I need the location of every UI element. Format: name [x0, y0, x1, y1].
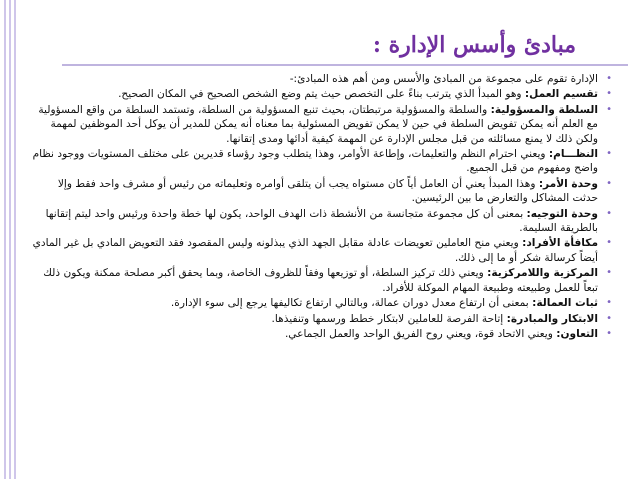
title-underline — [62, 64, 628, 66]
bullet-icon: • — [606, 297, 612, 309]
list-item — [30, 87, 612, 101]
border-stripe — [4, 0, 6, 479]
border-stripe — [14, 0, 16, 479]
item-text: ويعني الاتحاد قوة، ويعني روح الفريق الواحد والعمل الجماعي. — [284, 327, 557, 340]
slide-left-border — [0, 0, 22, 479]
bullet-icon: • — [606, 88, 612, 100]
item-term: وحدة الأمر: — [538, 177, 598, 190]
item-term: الابتكار والمبادرة: — [506, 312, 598, 325]
bullet-icon: • — [606, 103, 612, 115]
bullet-icon: • — [606, 312, 612, 324]
bullet-icon: • — [606, 73, 612, 84]
list-item — [30, 266, 612, 295]
item-term: تقسيم العمل: — [524, 88, 598, 101]
item-text: وهذا المبدأ يعني أن العامل أياً كان مستواه يجب أن يتلقى أوامره وتعليماته من رئيس أو مشرف واحد فقط وإلا حدثت المشاكل والتعارض ما بين الرئيسين. — [57, 177, 598, 205]
item-text: ويعني احترام النظم والتعليمات، وإطاعة الأوامر، وهذا يتطلب وجود رؤساء قديرين على مختلف المستويات ووجود نظام واضح ومفهوم من قبل الجميع. — [32, 148, 598, 175]
item-term: وحدة التوجيه: — [526, 207, 598, 220]
list-item — [30, 236, 612, 265]
item-text: إتاحة الفرصة للعاملين لابتكار خطط ورسمها وتنفيذها. — [271, 312, 507, 325]
slide — [22, 0, 638, 479]
list-item — [30, 312, 612, 326]
item-term: مكافأة الأفراد: — [522, 237, 598, 250]
item-text: ويعني ذلك تركيز السلطة، أو توزيعها وفقاً للظروف الخاصة، وبما يحقق أكبر مصلحة ممكنة ويكون ذلك تبعاً للعمل وطبيعته وطبيعة المهام الموكلة للأفراد. — [43, 267, 598, 294]
border-stripe — [9, 0, 11, 479]
list-item — [30, 103, 612, 146]
list-item — [30, 72, 612, 86]
item-text: بمعنى أن كل مجموعة متجانسة من الأنشطة ذات الهدف الواحد، يكون لها خطة واحدة ورئيس واحد ليتم إتقانها بالطريقة السليمة. — [45, 207, 598, 235]
list-item — [30, 296, 612, 310]
bullet-list — [30, 72, 612, 342]
item-text: والسلطة والمسؤولية مرتبطتان، بحيث تنبع المسؤولية من السلطة، وتستمد السلطة من واقع المسؤولية مع العلم أنه يمكن تفويض السلطة في حين لا يمكن تفويض المسئولية بما معناه أنه يمكن للمدير أن يوكل أحد الموظفين لمهمة ولكن ذلك لا يمنع مسائلته من قبل مجلس الإدارة عن المهمة كيفية أدائها ومدى إتقانها. — [38, 103, 598, 145]
item-term: السلطة والمسؤولية: — [490, 103, 598, 116]
list-item — [30, 327, 612, 341]
item-term: النظـــام: — [548, 148, 598, 161]
list-item — [30, 147, 612, 176]
bullet-icon: • — [606, 237, 612, 249]
slide-title: مبادئ وأسس الإدارة : — [372, 32, 576, 58]
bullet-icon: • — [606, 207, 612, 219]
item-text: بمعنى أن ارتفاع معدل دوران عمالة، وبالتالي ارتفاع تكاليفها يرجع إلى سوء الإدارة. — [170, 297, 533, 310]
item-text: ويعني منح العاملين تعويضات عادلة مقابل الجهد الذي يبذلونه وليس المقصود فقد التعويض المادي بل غير المادي أيضاً كرسالة شكر أو ما إلى ذلك. — [32, 237, 598, 264]
bullet-icon: • — [606, 148, 612, 160]
item-term: التعاون: — [556, 327, 598, 340]
item-text: الإدارة تقوم على مجموعة من المبادئ والأسس ومن أهم هذه المبادئ:- — [289, 73, 598, 85]
bullet-icon: • — [606, 267, 612, 279]
bullet-icon: • — [606, 177, 612, 189]
list-item — [30, 207, 612, 236]
bullet-icon: • — [606, 327, 612, 339]
item-term: المركزية واللامركزية: — [487, 267, 598, 280]
list-item — [30, 177, 612, 206]
item-text: وهو المبدأ الذي يترتب بناءً على التخصص حيث يتم وضع الشخص الصحيح في المكان الصحيح. — [118, 88, 525, 101]
item-term: ثبات العمالة: — [532, 297, 598, 310]
